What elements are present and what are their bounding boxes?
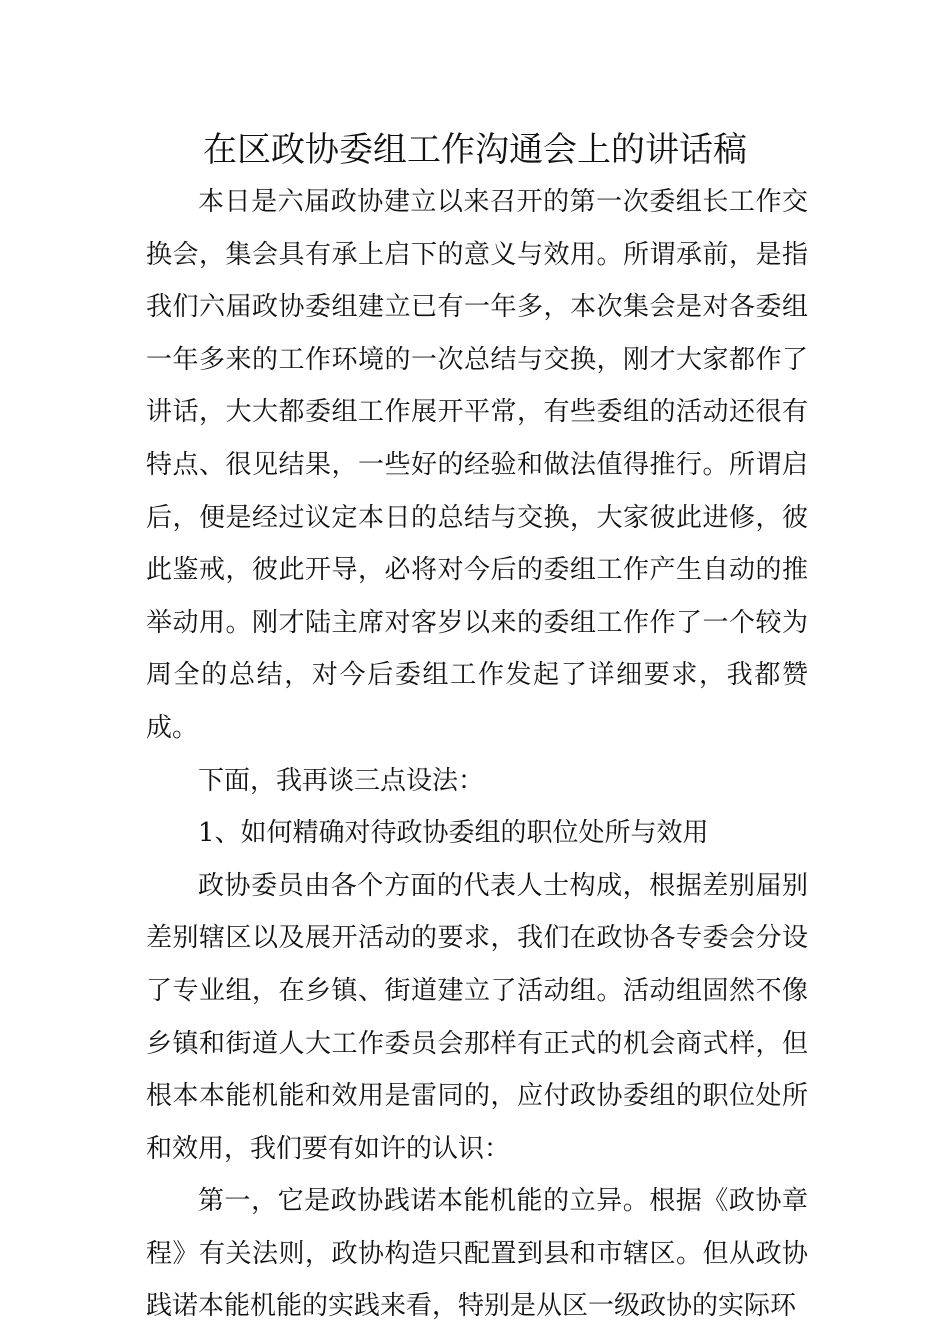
paragraph-first-point: 第一，它是政协践诺本能机能的立异。根据《政协章程》有关法则，政协构造只配置到县和市辖区。但从政协践诺本能机能的实践来看，特别是从区一级政协的实际环 bbox=[146, 1186, 808, 1322]
paragraph-intro-points: 下面，我再谈三点设法： bbox=[198, 765, 485, 796]
paragraph-opening: 本日是六届政协建立以来召开的第一次委组长工作交换会，集会具有承上启下的意义与效用。所谓承前，是指我们六届政协委组建立已有一年多，本次集会是对各委组一年多来的工作环境的一次总结与交换，刚才大家都作了讲话，大大都委组工作展开平常，有些委组的活动还很有特点、很见结果，一些好的经验和做法值得推行。所谓启后，便是经过议定本日的总结与交换，大家彼此进修，彼此鉴戒，彼此开导，必将对今后的委组工作产生自动的推举动用。刚才陆主席对客岁以来的委组工作作了一个较为周全的总结，对今后委组工作发起了详细要求，我都赞成。 bbox=[146, 187, 808, 743]
paragraph-members: 政协委员由各个方面的代表人士构成，根据差别届别差别辖区以及展开活动的要求，我们在政协各专委会分设了专业组，在乡镇、街道建立了活动组。活动组固然不像乡镇和街道人大工作委员会那样有正式的机会商式样，但根本本能机能和效用是雷同的，应付政协委组的职位处所和效用，我们要有如许的认识： bbox=[146, 870, 808, 1164]
document-body bbox=[146, 176, 808, 1333]
document-title: 在区政协委组工作沟通会上的讲话稿 bbox=[203, 130, 747, 170]
paragraph-heading-1: 1、如何精确对待政协委组的职位处所与效用 bbox=[198, 818, 709, 849]
